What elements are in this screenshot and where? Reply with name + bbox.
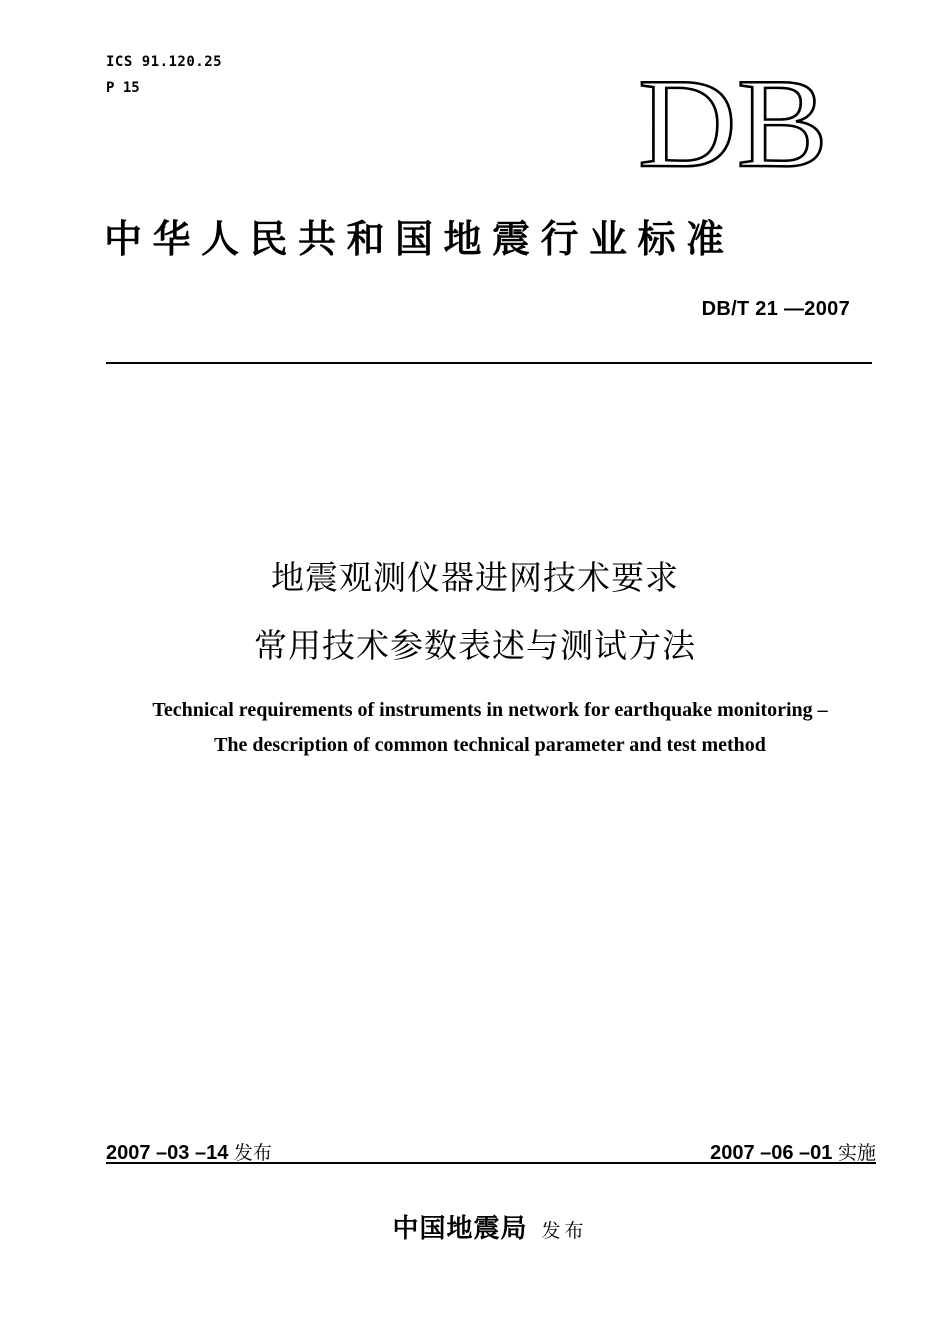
implement-date-value: 2007 –06 –01 (710, 1142, 833, 1164)
standard-title: 中华人民共和国地震行业标准 (104, 216, 735, 261)
standard-code: DB/T 21 —2007 (701, 298, 850, 320)
en-title-line1: Technical requirements of instruments in network for earthquake monitoring – (152, 699, 828, 721)
header-divider (106, 362, 872, 364)
db-logo (636, 68, 836, 178)
publisher-action: 发布 (541, 1220, 588, 1242)
implement-date-label: 实施 (837, 1142, 876, 1164)
publisher-name: 中国地震局 (392, 1214, 528, 1244)
implement-date (710, 1138, 876, 1165)
date-divider (106, 1162, 876, 1164)
publisher (0, 1208, 950, 1245)
ics-code: ICS 91.120.25 (106, 54, 223, 70)
classification-code: P 15 (106, 80, 140, 96)
cn-title-line2: 常用技术参数表述与测试方法 (254, 626, 696, 665)
db-logo-text: DB (638, 68, 828, 178)
issue-date (106, 1138, 272, 1165)
issue-date-label: 发布 (233, 1142, 272, 1164)
en-title-line2: The description of common technical parameter and test method (214, 734, 766, 756)
cn-title-line1: 地震观测仪器进网技术要求 (271, 558, 679, 597)
issue-date-value: 2007 –03 –14 (106, 1142, 229, 1164)
